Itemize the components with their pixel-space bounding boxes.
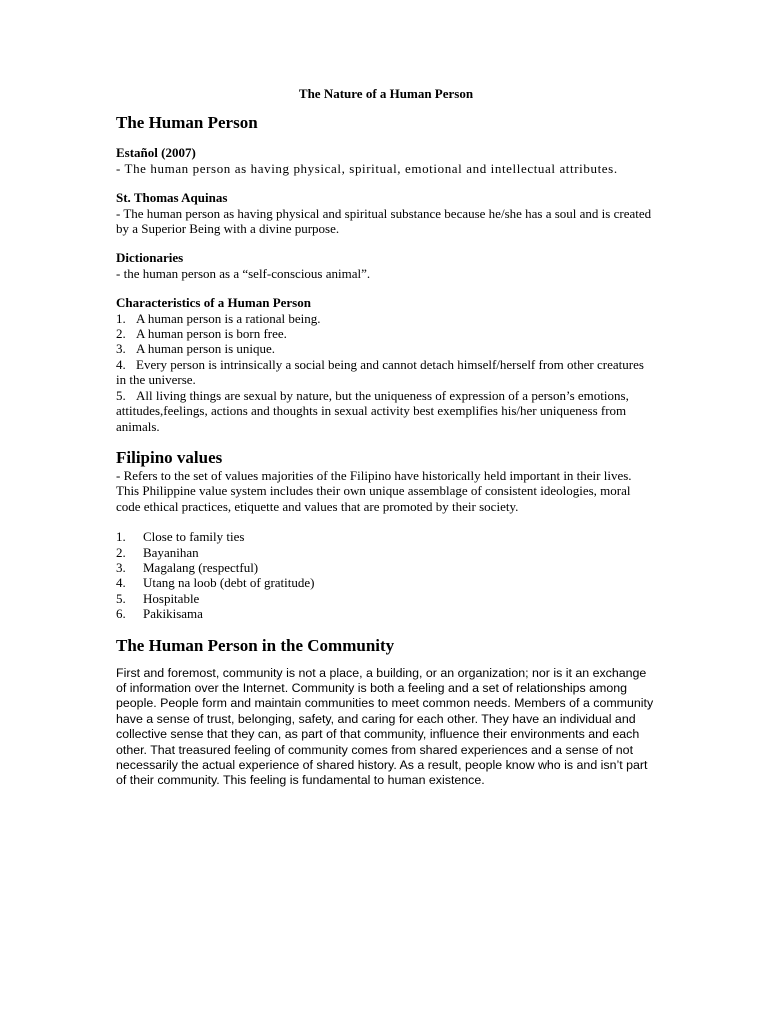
list-item-number: 6. [116,606,126,622]
list-item-number: 1. [116,529,126,545]
filipino-values-text: - Refers to the set of values majorities of the Filipino have historically held important in their lives. This Philippine value system includes their own unique assemblage of consistent ideologies, moral code ethical practices, etiquette and values that are promoted by their society. [116,467,632,514]
list-item [116,560,656,575]
list-item-text: A human person is born free. [136,326,287,342]
list-item [116,357,656,388]
list-item [116,341,656,356]
filipino-values-list [116,529,656,621]
list-item [116,311,656,326]
list-item [116,545,656,560]
list-item-number: 5. [116,590,126,606]
section-human-person-community [116,636,656,789]
list-item-text: Pakikisama [143,606,203,622]
list-item-text: All living things are sexual by nature, but the uniqueness of expression of a person’s emotions, attitudes,feelings, actions and thoughts in sexual activity best exemplifies his/her uniqueness from animals. [116,387,629,434]
section-heading-filipino-values: Filipino values [116,447,223,467]
list-item [116,606,656,621]
estanol-label: Estañol (2007) [116,145,196,161]
aquinas-label: St. Thomas Aquinas [116,190,228,206]
list-item-text: Bayanihan [143,544,199,560]
list-item-number: 3. [116,559,126,575]
list-item-text: A human person is a rational being. [136,310,321,326]
list-item [116,388,656,434]
characteristics-label: Characteristics of a Human Person [116,295,311,311]
section-filipino-values [116,448,656,622]
list-item-number: 2. [116,326,126,342]
list-item [116,591,656,606]
list-item-number: 3. [116,341,126,357]
section-heading-community: The Human Person in the Community [116,635,395,655]
dictionaries-block [116,250,656,281]
aquinas-block [116,190,656,236]
characteristics-list [116,311,656,434]
aquinas-text: - The human person as having physical and spiritual substance because he/she has a soul and is created by a Superior Being with a divine purpose. [116,205,652,237]
section-human-person [116,113,656,434]
document-title: The Nature of a Human Person [298,86,474,101]
list-item-text: A human person is unique. [136,341,276,357]
list-item-number: 1. [116,310,126,326]
list-item [116,326,656,341]
list-item-text: Utang na loob (debt of gratitude) [143,575,315,591]
list-item-number: 4. [116,356,126,372]
document-page [116,86,656,789]
list-item-text: Magalang (respectful) [143,559,259,575]
dictionaries-text: - the human person as a “self-conscious animal”. [116,265,371,281]
estanol-text: - The human person as having physical, spiritual, emotional and intellectual attributes. [116,160,618,176]
section-heading-human-person: The Human Person [116,113,258,133]
list-item [116,575,656,590]
dictionaries-label: Dictionaries [116,250,184,266]
list-item-text: Every person is intrinsically a social being and cannot detach himself/herself from other creatures in the universe. [116,356,644,388]
community-text: First and foremost, community is not a place, a building, or an organization; nor is it an exchange of information over the Internet. Community is both a feeling and a set of relationships among people. People form and maintain communities to meet common needs. Members of a community have a sense of trust, belonging, safety, and caring for each other. They have an individual and collective sense that they can, as part of that community, influence their environments and each other. That treasured feeling of community comes from shared experiences and a sense of not necessarily the actual experience of shared history. As a result, people know who is and isn’t part of their community. This feeling is fundamental to human existence. [116,665,654,788]
list-item [116,529,656,544]
characteristics-block [116,295,656,434]
list-item-number: 4. [116,575,126,591]
list-item-number: 2. [116,544,126,560]
list-item-number: 5. [116,387,126,403]
list-item-text: Close to family ties [143,529,245,545]
estanol-block [116,145,656,176]
list-item-text: Hospitable [143,590,200,606]
